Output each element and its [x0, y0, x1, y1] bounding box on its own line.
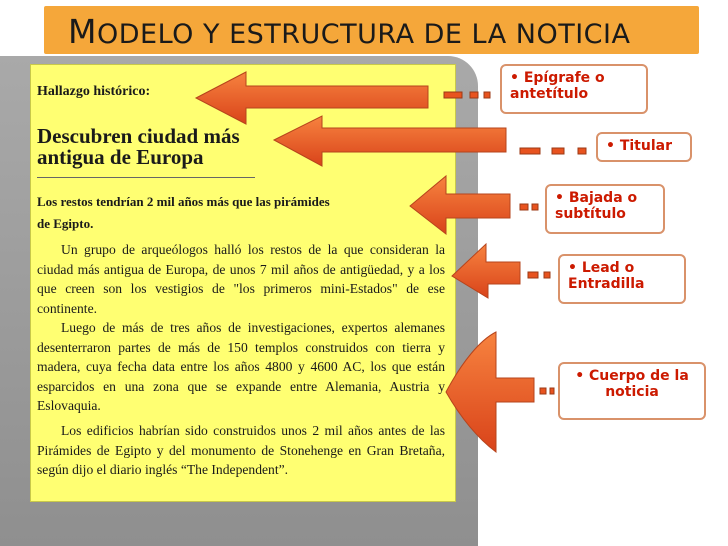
arrow-titular [274, 116, 586, 166]
label-epigrafe: • Epígrafe o antetítulo [500, 64, 648, 114]
arrow-bajada [410, 176, 538, 234]
label-lead: • Lead o Entradilla [558, 254, 686, 304]
label-bajada: • Bajada o subtítulo [545, 184, 665, 234]
arrow-cuerpo [446, 332, 554, 452]
epigrafe-text: Hallazgo histórico: [37, 84, 151, 99]
body-paragraph-2: Los edificios habrían sido construidos unos 2 mil años antes de las Pirámides de Egipto y del monumento de Stonehenge en Gran Bretaña, según dijo el diario inglés “The Independent”. [37, 423, 445, 477]
lead-paragraph: Un grupo de arqueólogos halló los restos de la que consideran la ciudad más antigua de Europa, de unos 7 mil años de antigüedad, y a los que creen son los vestigios de "los primeros mini-Estados" de ese continente. [37, 242, 445, 316]
label-titular: • Titular [596, 132, 692, 162]
slide-title: MODELO Y ESTRUCTURA DE LA NOTICIA [68, 12, 631, 51]
arrow-epigrafe [196, 72, 490, 124]
headline: Descubren ciudad más antigua de Europa [37, 124, 240, 169]
arrow-lead [452, 244, 550, 312]
body-paragraph-1: Luego de más de tres años de investigaciones, expertos alemanes desenterraron partes de más de 150 templos construidos con tierra y madera, cuya fecha data entre los años 4800 y 4600 AC, los que están esparcidos en una zona que se expande entre Alemania, Austria y Eslovaquia. [37, 320, 445, 413]
bajada-text: Los restos tendrían 2 mil años más que las pirámides de Egipto. [37, 194, 330, 231]
label-cuerpo: • Cuerpo de la noticia [558, 362, 706, 420]
